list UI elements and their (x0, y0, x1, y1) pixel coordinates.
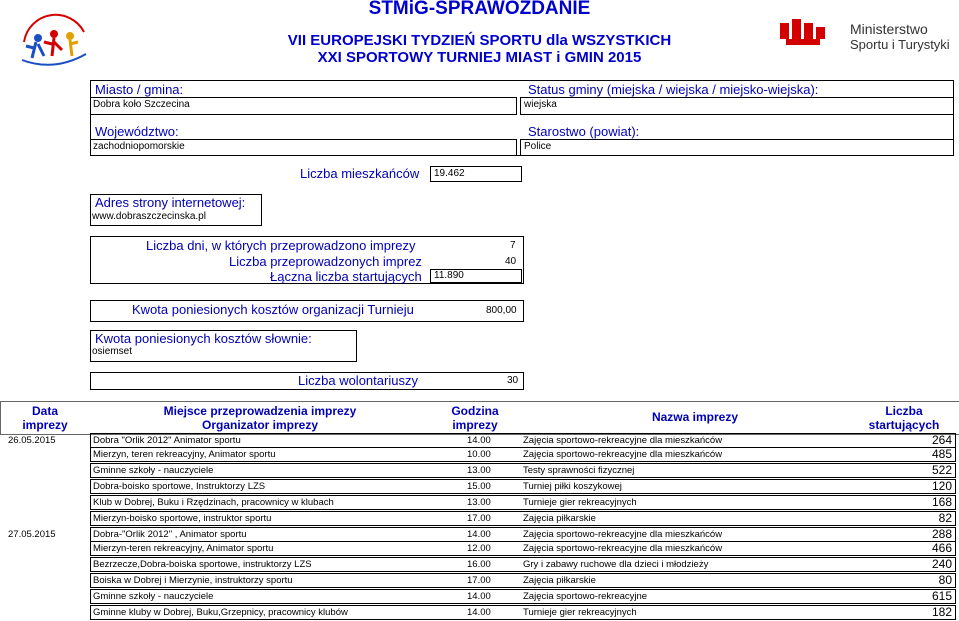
row-hour: 17.00 (467, 575, 491, 586)
row-name: Zajęcia sportowo-rekreacyjne dla mieszkańców (523, 529, 723, 540)
imprez-label: Liczba przeprowadzonych imprez (229, 254, 422, 269)
row-place: Gminne kluby w Dobrej, Buku,Grzepnicy, pracownicy klubów (93, 607, 348, 618)
row-hour: 16.00 (467, 559, 491, 570)
col-data-header: Data imprezy (22, 404, 68, 432)
row-name: Zajęcia piłkarskie (523, 575, 596, 586)
startujacych-label: Łączna liczba startujących (270, 269, 422, 284)
koszt-value: 800,00 (486, 305, 517, 316)
row-name: Zajęcia piłkarskie (523, 513, 596, 524)
col-liczba-header: Liczba startujących (868, 404, 940, 432)
row-name: Turnieje gier rekreacyjnych (523, 607, 637, 618)
row-date: 26.05.2015 (8, 435, 56, 446)
row-hour: 14.00 (467, 435, 491, 446)
slownie-value: osiemset (92, 346, 133, 357)
row-hour: 12.00 (467, 543, 491, 554)
wojewodztwo-label: Województwo: (95, 124, 179, 139)
row-hour: 14.00 (467, 591, 491, 602)
mieszkancow-label: Liczba mieszkańców (300, 166, 420, 181)
page-subtitle-2: XXI SPORTOWY TURNIEJ MIAST i GMIN 2015 (317, 49, 642, 66)
row-place: Gminne szkoły - nauczyciele (93, 591, 214, 602)
row-hour: 10.00 (467, 449, 491, 460)
row-count: 182 (931, 605, 952, 619)
row-place: Dobra-"Orlik 2012" , Animator sportu (93, 529, 247, 540)
row-name: Testy sprawności fizycznej (523, 465, 635, 476)
row-hour: 17.00 (467, 513, 491, 524)
row-count: 240 (931, 557, 952, 571)
mieszkancow-value: 19.462 (430, 166, 522, 182)
row-count: 264 (931, 433, 952, 447)
row-place: Bezrzecze,Dobra-boiska sportowe, instruktorzy LZS (93, 559, 312, 570)
row-place: Mierzyn-teren rekreacyjny, Animator sportu (93, 543, 274, 554)
row-name: Turnieje gier rekreacyjnych (523, 497, 637, 508)
slownie-label: Kwota poniesionych kosztów słownie: (95, 331, 312, 346)
status-label: Status gminy (miejska / wiejska / miejsko-wiejska): (528, 82, 819, 97)
row-name: Gry i zabawy ruchowe dla dzieci i młodzieży (523, 559, 709, 570)
www-label: Adres strony internetowej: (95, 195, 246, 210)
col-miejsce-header: Miejsce przeprowadzenia imprezy Organizator imprezy (163, 404, 357, 432)
row-name: Zajęcia sportowo-rekreacyjne dla mieszkańców (523, 543, 723, 554)
row-date: 27.05.2015 (8, 529, 56, 540)
row-place: Klub w Dobrej, Buku i Rzędzinach, pracownicy w klubach (93, 497, 334, 508)
row-count: 615 (931, 589, 952, 603)
row-hour: 15.00 (467, 481, 491, 492)
wolontariusze-value: 30 (507, 375, 519, 386)
row-name: Zajęcia sportowo-rekreacyjne dla mieszkańców (523, 449, 723, 460)
row-place: Dobra-boisko sportowe, Instruktorzy LZS (93, 481, 266, 492)
row-count: 466 (931, 541, 952, 555)
row-hour: 13.00 (467, 465, 491, 476)
row-hour: 13.00 (467, 497, 491, 508)
row-hour: 14.00 (467, 607, 491, 618)
imprez-value: 40 (505, 256, 517, 267)
wolontariusze-label: Liczba wolontariuszy (298, 373, 418, 388)
wojewodztwo-value: zachodniopomorskie (93, 141, 185, 152)
status-value: wiejska (524, 99, 557, 110)
ministry-logo-line1: Ministerstwo (850, 21, 928, 37)
starostwo-value: Police (524, 141, 552, 152)
koszt-label: Kwota poniesionych kosztów organizacji Turnieju (132, 302, 414, 317)
miasto-label: Miasto / gmina: (95, 82, 184, 97)
dni-label: Liczba dni, w których przeprowadzono imprezy (146, 238, 416, 253)
row-count: 288 (931, 527, 952, 541)
row-place: Gminne szkoły - nauczyciele (93, 465, 214, 476)
row-name: Zajęcia sportowo-rekreacyjne (523, 591, 648, 602)
miasto-value: Dobra koło Szczecina (93, 99, 190, 110)
row-hour: 14.00 (467, 529, 491, 540)
row-place: Mierzyn-boisko sportowe, instruktor sportu (93, 513, 272, 524)
row-count: 522 (931, 463, 952, 477)
row-count: 485 (931, 447, 952, 461)
ministry-logo-line2: Sportu i Turystyki (850, 37, 950, 52)
startujacych-value: 11.890 (430, 269, 522, 283)
row-count: 80 (938, 573, 952, 587)
row-name: Zajęcia sportowo-rekreacyjne dla mieszkańców (523, 435, 723, 446)
col-godzina-header: Godzina imprezy (451, 404, 499, 432)
col-nazwa-header: Nazwa imprezy (651, 410, 739, 424)
page-title: STMiG-SPRAWOZDANIE (368, 0, 591, 19)
row-place: Boiska w Dobrej i Mierzynie, instruktorzy sportu (93, 575, 293, 586)
dni-value: 7 (510, 240, 516, 251)
row-place: Mierzyn, teren rekreacyjny, Animator sportu (93, 449, 276, 460)
row-place: Dobra "Orlik 2012" Animator sportu (93, 435, 241, 446)
page-subtitle-1: VII EUROPEJSKI TYDZIEŃ SPORTU dla WSZYSTKICH (287, 32, 672, 49)
starostwo-label: Starostwo (powiat): (528, 124, 640, 139)
www-value: www.dobraszczecinska.pl (92, 211, 206, 222)
row-count: 82 (938, 511, 952, 525)
row-name: Turniej piłki koszykowej (523, 481, 622, 492)
row-count: 168 (931, 495, 952, 509)
row-count: 120 (931, 479, 952, 493)
